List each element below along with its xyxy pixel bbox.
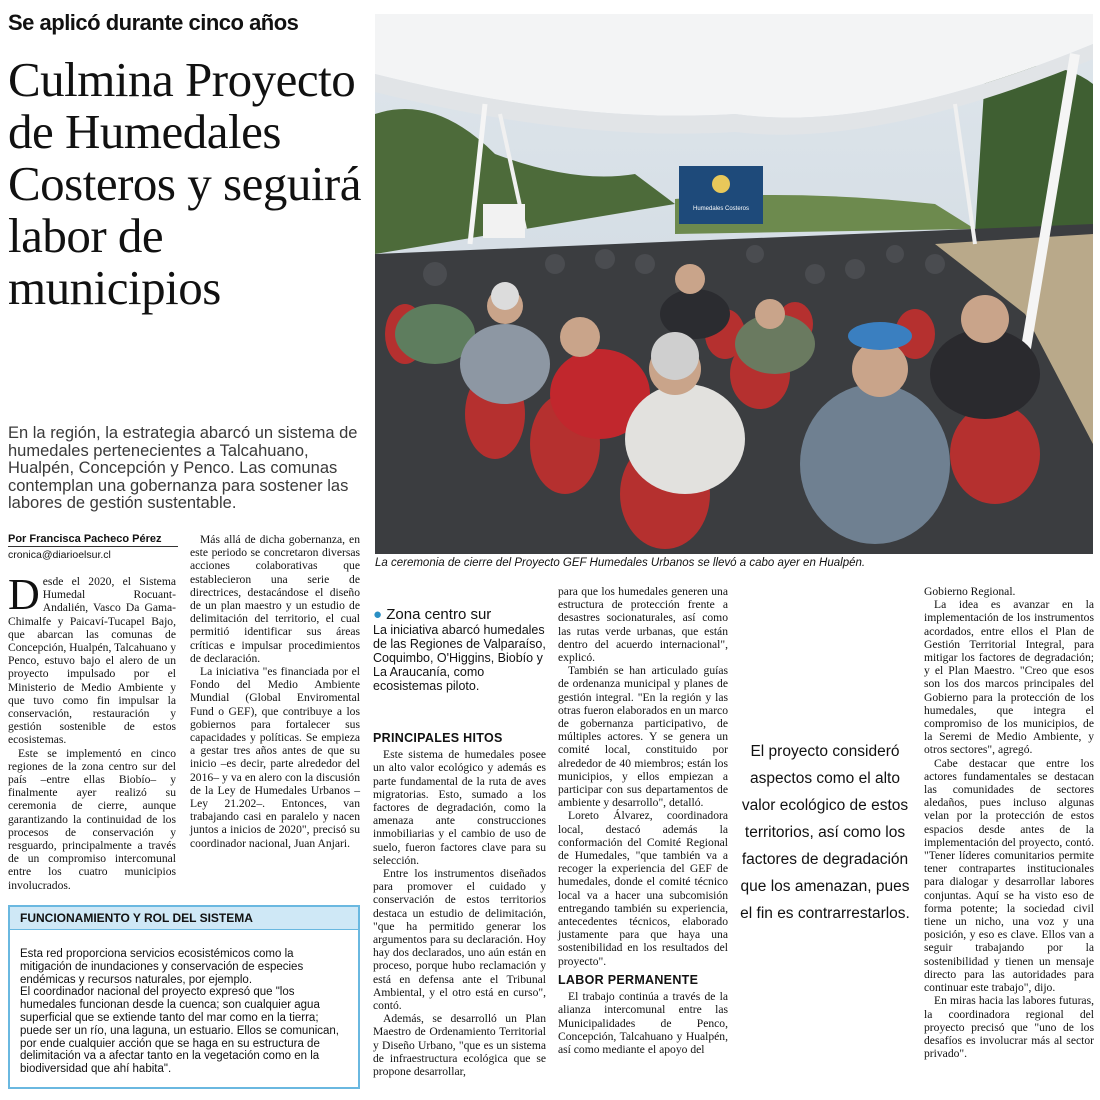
col1-p1: esde el 2020, el Sistema Humedal Rocuant-Andalién, Vasco Da Gama-Chimalfe y Paicaví-Tucapel Bajo, que abarcan las comunas de Concepción, Hualpén, Talcahuano y Penco, estuvo bajo el alero de un proyecto impulsado por el Ministerio de Medio Ambiente y que tuvo como fin impulsar la conservación, restauración y gestión sostenible de estos ecosistemas.	[8, 575, 176, 747]
info-box-p1: Esta red proporciona servicios ecosistémicos como la mitigación de inundaciones y conservación de especies endémicas y recursos naturales, por ejemplo.	[20, 948, 304, 986]
column-6	[924, 585, 1094, 1060]
info-box-title: FUNCIONAMIENTO Y ROL DEL SISTEMA	[10, 907, 358, 930]
event-photo	[375, 14, 1093, 554]
kicker: Se aplicó durante cinco años	[8, 10, 299, 35]
col4-p1: para que los humedales generen una estructura de protección frente a desastres socionaturales, así como las rutas verde urbanas, que están dentro del acuerdo internacional", explicó.	[558, 585, 728, 665]
col1-p2: Este se implementó en cinco regiones de la zona centro sur del país –entre ellas Biobío– y finalmente ayer realizó su ceremonia de cierre, aunque garantizando la continuidad de los procesos de conservación y resguardo, principalmente a través de un compromiso intercomunal entre los cuatro municipios involucrados.	[8, 746, 176, 892]
col6-p1: La idea es avanzar en la implementación de los instrumentos acordados, entre ellos el Plan de Gestión Territorial Integral, para mitigar los factores de degradación; y el Plan Maestro. "Creo que esos son los dos marcos principales del Gobierno para la protección de los humedales, que integra el compromiso de los municipios, de la Seremi de Medio Ambiente, y otros sectores", agregó.	[924, 598, 1094, 757]
col3-p3: Además, se desarrolló un Plan Maestro de Ordenamiento Territorial y Diseño Urbano, "que es un sistema de infraestructura ecológica que se propone desarrollar,	[373, 1012, 546, 1079]
zona-sidebar	[373, 606, 548, 693]
col2-p2: La iniciativa "es financiada por el Fondo del Medio Ambiente Mundial (Global Enviromental Fund o GEF), que contribuye a los gobiernos para fortalecer sus capacidades y políticas. Se empieza a gestar tres años antes de que su inicio –es decir, parte alrededor del 2016– y va en alero con la discusión de la Ley de Humedales Urbanos –Ley 21.202–. Entonces, van trabajando casi en paralelo y nacen juntos a inicios de 2020", precisó su coordinador nacional, Juan Anjari.	[190, 665, 360, 850]
info-box	[8, 905, 360, 1089]
column-1	[8, 570, 176, 892]
col4-p4: El trabajo continúa a través de la alianza intercomunal entre las Municipalidades de Penco, Concepción, Talcahuano y Hualpén, así como mediante el apoyo del	[558, 990, 728, 1056]
col3-p2: Entre los instrumentos diseñados para promover el cuidado y conservación de estos territorios destaca un estudio de delimitación, "que ha permitido generar los argumentos para su declaración. Hoy hay dos declarados, uno aún están en proceso, porque hubo reclamación y está en defensa ante el Tribunal Ambiental, y el otro está en curso", contó.	[373, 867, 546, 1013]
column-2	[190, 533, 360, 850]
col6-p2: Cabe destacar que entre los actores fundamentales se destacan las comunidades de sectores aledaños, pues incluso algunas velan por la protección de estos espacios desde antes de la implementación del proyecto, contó. "Tener líderes comunitarios permite tener contrapartes institucionales para dialogar y desarrollar labores conjuntas. Aquí se ha visto eso de forma potente; la sociedad civil tiene un nicho, una voz y una posición, y eso es clave. Ellos van a seguir trabajando por la sostenibilidad y tienen un mensaje directo para las autoridades para continuar este trabajo", dijo.	[924, 756, 1094, 995]
section-heading-labor: LABOR PERMANENTE	[558, 972, 699, 987]
zona-title: ● Zona centro sur	[373, 606, 492, 623]
col2-p1: Más allá de dicha gobernanza, en este periodo se concretaron diversas acciones colaborativas que establecieron una serie de directrices, destacándose el diseño de un plan maestro y un estudio de delimitación del territorio, el cual permitió identificar sus áreas críticas e impulsar procedimientos de declaración.	[190, 533, 360, 665]
headline: Culmina Proyecto de Humedales Costeros y seguirá labor de municipios	[8, 52, 361, 315]
info-box-body	[10, 930, 358, 1076]
ceremony-scene	[375, 14, 1093, 554]
section-heading-hitos: PRINCIPALES HITOS	[373, 731, 503, 745]
dropcap: D	[8, 570, 40, 619]
col4-p3: Loreto Álvarez, coordinadora local, destacó además la conformación del Comité Regional de Humedales, "que también va a recoger la experiencia del GEF de humedales, donde el comité técnico local va a hacer una subcomisión entregando también su experiencia, antecedentes técnicos, elaborado justamente para que haya una sostenibilidad en los resultados del proyecto".	[558, 809, 728, 968]
column-3	[373, 726, 546, 1078]
column-4	[558, 585, 728, 1056]
col3-p1: Este sistema de humedales posee un alto valor ecológico y además es parte fundamental de la ruta de aves migratorias. Esto, sumado a los factores de degradación, como la amenaza ante construcciones inmobiliarias y el cambio de uso de suelo, fueron factores clave para su selección.	[373, 748, 546, 867]
byline: Por Francisca Pacheco Pérez	[8, 533, 178, 547]
bullet-dot-icon: ●	[373, 606, 383, 623]
author-email: cronica@diarioelsur.cl	[8, 549, 111, 561]
pull-quote: El proyecto consideró aspectos como el alto valor ecológico de estos territorios, así como los factores de degradación que los amenazan, pues el fin es contrarrestarlos.	[740, 743, 910, 922]
screen-text: Humedales Costeros	[692, 206, 750, 212]
zona-body: La iniciativa abarcó humedales de las Regiones de Valparaíso, Coquimbo, O'Higgins, Biobío y La Araucanía, como ecosistemas piloto.	[373, 623, 546, 693]
col6-p3: En miras hacia las labores futuras, la coordinadora regional del proyecto precisó que "uno de los desafíos es involucrar más al sector privado".	[924, 994, 1094, 1061]
col6-p0: Gobierno Regional.	[924, 585, 1016, 598]
photo-caption: La ceremonia de cierre del Proyecto GEF Humedales Urbanos se llevó a cabo ayer en Hualpén.	[375, 557, 866, 569]
info-box-p2: El coordinador nacional del proyecto expresó que "los humedales funcionan desde la cuenca; son cualquier agua superficial que se extiende tanto del mar como en la tierra; puede ser un río, una laguna, un estuario. Ellos se comunican, por ende cualquier acción que se haga en su estructura de delimitación va a afectar tanto en la vegetación como en la biodiversidad que ahí habita".	[20, 986, 340, 1076]
deck: En la región, la estrategia abarcó un sistema de humedales pertenecientes a Talcahuano, Hualpén, Concepción y Penco. Las comunas contemplan una gobernanza para sostener las labores de gestión sustentable.	[8, 424, 358, 512]
col4-p2: También se han articulado guías de ordenanza municipal y planes de gestión integral. "En la región y las otras fueron elaborados en un marco de gobernanza participativo, de múltiples actores. Y se genera un comité local, constituido por alrededor de 40 miembros; están los municipios, y ellos empiezan a participar con sus departamentos de ambiente y desarrollo", detalló.	[558, 664, 728, 810]
